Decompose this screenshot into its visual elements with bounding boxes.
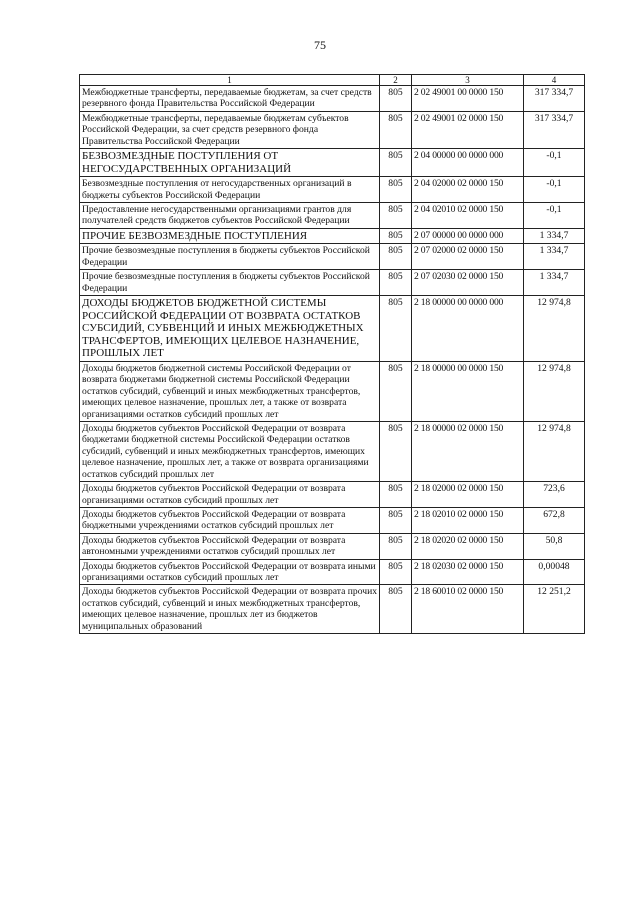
table-row bbox=[80, 422, 585, 482]
table-row bbox=[80, 362, 585, 422]
table-row bbox=[80, 507, 585, 533]
row-admin-code: 805 bbox=[380, 362, 412, 422]
table-row bbox=[80, 149, 585, 177]
row-admin-code: 805 bbox=[380, 559, 412, 585]
row-revenue-code: 2 18 00000 00 0000 000 bbox=[412, 296, 524, 362]
row-name: ПРОЧИЕ БЕЗВОЗМЕЗДНЫЕ ПОСТУПЛЕНИЯ bbox=[80, 228, 380, 244]
row-amount: 50,8 bbox=[524, 533, 585, 559]
row-amount: 12 974,8 bbox=[524, 362, 585, 422]
row-admin-code: 805 bbox=[380, 507, 412, 533]
row-amount: 317 334,7 bbox=[524, 111, 585, 148]
table-row bbox=[80, 228, 585, 244]
table-body bbox=[80, 86, 585, 634]
row-amount: 723,6 bbox=[524, 482, 585, 508]
row-admin-code: 805 bbox=[380, 270, 412, 296]
row-admin-code: 805 bbox=[380, 482, 412, 508]
table-row bbox=[80, 270, 585, 296]
column-header-4: 4 bbox=[524, 75, 585, 86]
row-admin-code: 805 bbox=[380, 422, 412, 482]
table-row bbox=[80, 585, 585, 634]
row-amount: 1 334,7 bbox=[524, 244, 585, 270]
row-amount: -0,1 bbox=[524, 203, 585, 229]
row-admin-code: 805 bbox=[380, 149, 412, 177]
row-revenue-code: 2 04 00000 00 0000 000 bbox=[412, 149, 524, 177]
row-amount: 0,00048 bbox=[524, 559, 585, 585]
row-name: Межбюджетные трансферты, передаваемые бюджетам, за счет средств резервного фонда Правительства Российской Федерации bbox=[80, 86, 380, 112]
row-admin-code: 805 bbox=[380, 585, 412, 634]
row-name: Межбюджетные трансферты, передаваемые бюджетам субъектов Российской Федерации, за счет средств резервного фонда Правительства Российской Федерации bbox=[80, 111, 380, 148]
row-revenue-code: 2 02 49001 02 0000 150 bbox=[412, 111, 524, 148]
row-revenue-code: 2 07 02000 02 0000 150 bbox=[412, 244, 524, 270]
table-row bbox=[80, 533, 585, 559]
row-revenue-code: 2 18 60010 02 0000 150 bbox=[412, 585, 524, 634]
column-header-1: 1 bbox=[80, 75, 380, 86]
row-revenue-code: 2 18 00000 00 0000 150 bbox=[412, 362, 524, 422]
row-amount: 12 251,2 bbox=[524, 585, 585, 634]
row-admin-code: 805 bbox=[380, 296, 412, 362]
row-revenue-code: 2 18 02010 02 0000 150 bbox=[412, 507, 524, 533]
row-admin-code: 805 bbox=[380, 111, 412, 148]
table-row bbox=[80, 86, 585, 112]
row-name: Доходы бюджетов субъектов Российской Федерации от возврата прочих остатков субсидий, субвенций и иных межбюджетных трансфертов, имеющих целевое назначение, прошлых лет из бюджетов муниципальных образований bbox=[80, 585, 380, 634]
row-admin-code: 805 bbox=[380, 533, 412, 559]
row-amount: -0,1 bbox=[524, 177, 585, 203]
header-row bbox=[80, 75, 585, 86]
row-amount: -0,1 bbox=[524, 149, 585, 177]
row-amount: 672,8 bbox=[524, 507, 585, 533]
row-revenue-code: 2 02 49001 00 0000 150 bbox=[412, 86, 524, 112]
row-name: Доходы бюджетов субъектов Российской Федерации от возврата бюджетными учреждениями остатков субсидий прошлых лет bbox=[80, 507, 380, 533]
row-name: ДОХОДЫ БЮДЖЕТОВ БЮДЖЕТНОЙ СИСТЕМЫ РОССИЙСКОЙ ФЕДЕРАЦИИ ОТ ВОЗВРАТА ОСТАТКОВ СУБСИДИЙ, СУБВЕНЦИЙ И ИНЫХ МЕЖБЮДЖЕТНЫХ ТРАНСФЕРТОВ, ИМЕЮЩИХ ЦЕЛЕВОЕ НАЗНАЧЕНИЕ, ПРОШЛЫХ ЛЕТ bbox=[80, 296, 380, 362]
row-name: Предоставление негосударственными организациями грантов для получателей средств бюджетов субъектов Российской Федерации bbox=[80, 203, 380, 229]
table-header bbox=[80, 75, 585, 86]
row-name: БЕЗВОЗМЕЗДНЫЕ ПОСТУПЛЕНИЯ ОТ НЕГОСУДАРСТВЕННЫХ ОРГАНИЗАЦИЙ bbox=[80, 149, 380, 177]
row-admin-code: 805 bbox=[380, 244, 412, 270]
row-amount: 1 334,7 bbox=[524, 270, 585, 296]
row-revenue-code: 2 07 00000 00 0000 000 bbox=[412, 228, 524, 244]
table-row bbox=[80, 482, 585, 508]
table-row bbox=[80, 111, 585, 148]
row-amount: 12 974,8 bbox=[524, 296, 585, 362]
row-amount: 12 974,8 bbox=[524, 422, 585, 482]
row-admin-code: 805 bbox=[380, 203, 412, 229]
row-revenue-code: 2 18 02000 02 0000 150 bbox=[412, 482, 524, 508]
row-revenue-code: 2 07 02030 02 0000 150 bbox=[412, 270, 524, 296]
row-admin-code: 805 bbox=[380, 177, 412, 203]
table-row bbox=[80, 177, 585, 203]
row-amount: 1 334,7 bbox=[524, 228, 585, 244]
row-revenue-code: 2 04 02000 02 0000 150 bbox=[412, 177, 524, 203]
row-admin-code: 805 bbox=[380, 86, 412, 112]
row-name: Доходы бюджетов субъектов Российской Федерации от возврата автономными учреждениями остатков субсидий прошлых лет bbox=[80, 533, 380, 559]
page-number: 75 bbox=[314, 38, 326, 52]
table-row bbox=[80, 244, 585, 270]
revenue-table bbox=[79, 74, 585, 634]
row-admin-code: 805 bbox=[380, 228, 412, 244]
row-amount: 317 334,7 bbox=[524, 86, 585, 112]
row-revenue-code: 2 18 00000 02 0000 150 bbox=[412, 422, 524, 482]
row-name: Доходы бюджетов субъектов Российской Федерации от возврата организациями остатков субсидий прошлых лет bbox=[80, 482, 380, 508]
row-revenue-code: 2 04 02010 02 0000 150 bbox=[412, 203, 524, 229]
row-name: Доходы бюджетов субъектов Российской Федерации от возврата бюджетами бюджетной системы Российской Федерации остатков субсидий, субвенций и иных межбюджетных трансфертов, имеющих целевое назначение, прошлых лет, а также от возврата организациями остатков субсидий прошлых лет bbox=[80, 422, 380, 482]
table-row bbox=[80, 203, 585, 229]
table-row bbox=[80, 559, 585, 585]
column-header-2: 2 bbox=[380, 75, 412, 86]
row-revenue-code: 2 18 02030 02 0000 150 bbox=[412, 559, 524, 585]
row-name: Безвозмездные поступления от негосударственных организаций в бюджеты субъектов Российской Федерации bbox=[80, 177, 380, 203]
row-name: Доходы бюджетов бюджетной системы Российской Федерации от возврата бюджетами бюджетной системы Российской Федерации остатков субсидий, субвенций и иных межбюджетных трансфертов, имеющих целевое назначение, прошлых лет, а также от возврата организациями остатков субсидий прошлых лет bbox=[80, 362, 380, 422]
table-row bbox=[80, 296, 585, 362]
row-name: Доходы бюджетов субъектов Российской Федерации от возврата иными организациями остатков субсидий прошлых лет bbox=[80, 559, 380, 585]
row-name: Прочие безвозмездные поступления в бюджеты субъектов Российской Федерации bbox=[80, 244, 380, 270]
row-revenue-code: 2 18 02020 02 0000 150 bbox=[412, 533, 524, 559]
column-header-3: 3 bbox=[412, 75, 524, 86]
row-name: Прочие безвозмездные поступления в бюджеты субъектов Российской Федерации bbox=[80, 270, 380, 296]
